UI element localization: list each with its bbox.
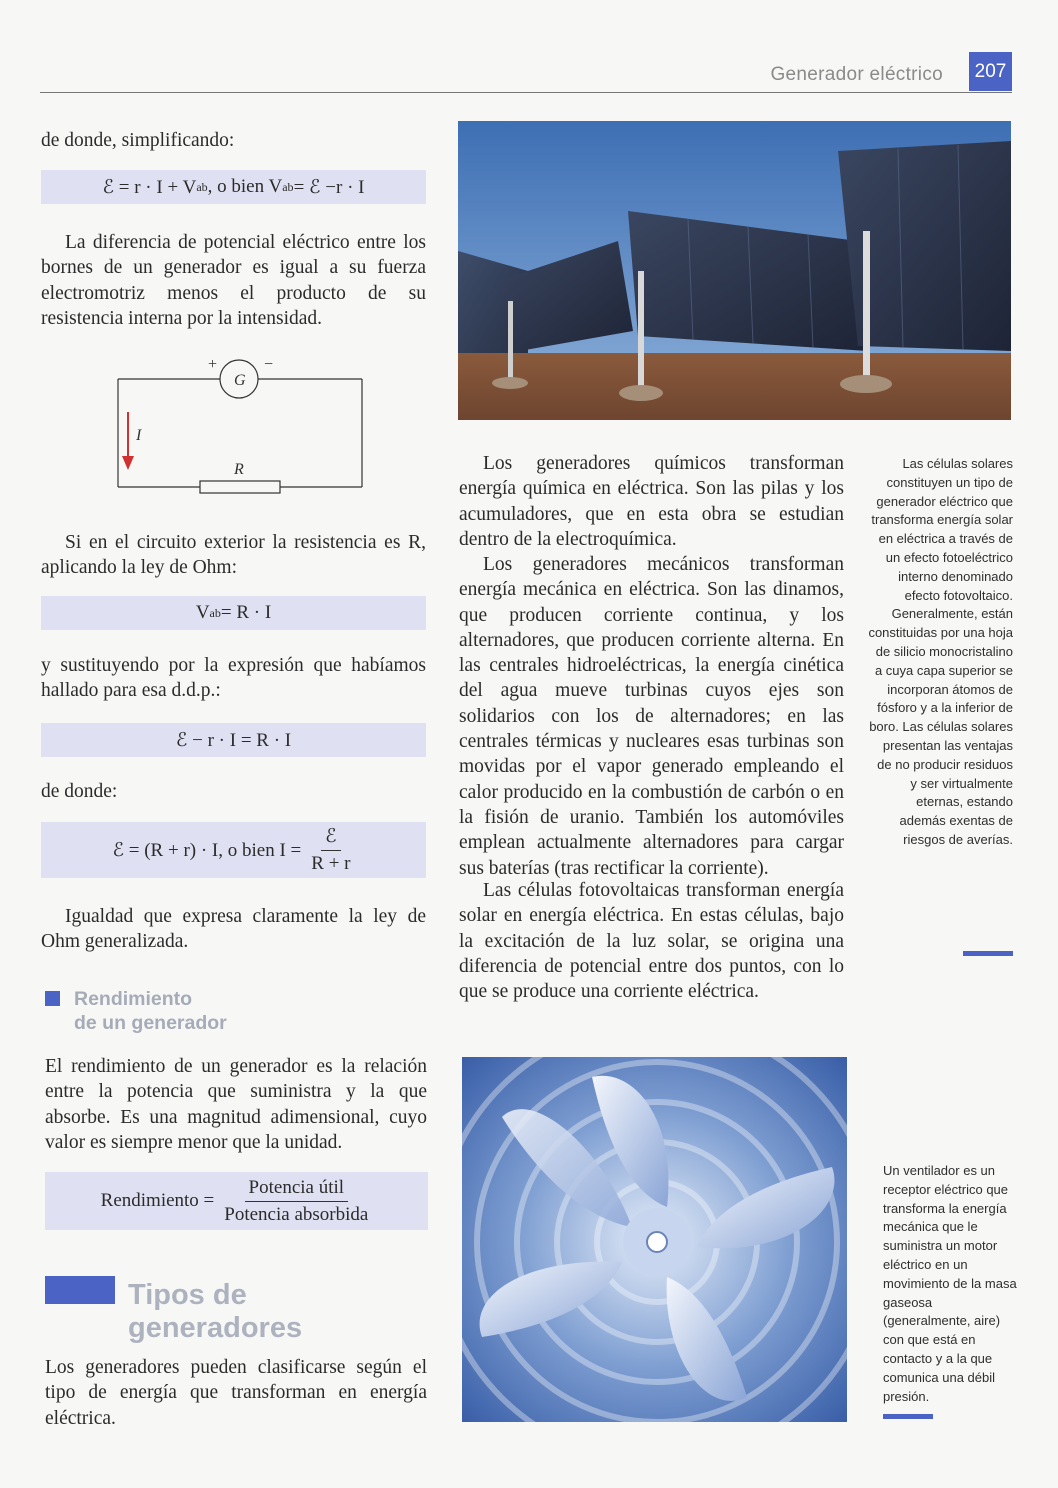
resistor-label: R xyxy=(234,461,244,478)
eq5-numerator: Potencia útil xyxy=(245,1177,349,1202)
section-marker xyxy=(45,991,60,1006)
paragraph-de-donde: de donde: xyxy=(41,781,118,802)
caption-end-bar xyxy=(963,951,1013,956)
equation-box-4 xyxy=(41,822,426,878)
eq2-sub: ab xyxy=(209,605,221,620)
eq1-end: = ℰ −r · I xyxy=(293,176,365,198)
paragraph-fotovoltaicas: Las células fotovoltaicas transforman energía solar en energía eléctrica. En estas células, bajo la excitación de la luz solar, se origina una diferencia de potencial entre dos puntos, con lo que se produce una corriente eléctrica. xyxy=(459,880,844,1003)
caption-solar: Las células solares constituyen un tipo de generador eléctrico que transforma energía solar en eléctrica a través de un efecto fotoeléctrico interno denominado efecto fotovoltaico. Generalmente, están constituidas por una hoja de silicio monocristalino a cuya capa superior se incorporan átomos de fósforo y a la inferior de boro. Las células solares presentan las ventajas de no producir residuos y ser virtualmente eternas, estando además exentas de riesgos de averías. xyxy=(868,456,1013,847)
plus-sign: + xyxy=(208,356,218,373)
caption-fan-end-bar xyxy=(883,1414,933,1419)
paragraph-mecanicos: Los generadores mecánicos transforman energía mecánica en eléctrica. Son las dinamos, que producen corriente continua, y los alternadores, que producen corriente alterna. En las centrales hidroeléctricas, la energía cinética del agua mueve turbinas cuyos ejes son solidarios con los de alternadores; en las centrales térmicas y nucleares esas turbinas son movidas por el vapor generado empleando el calor producido en la combustión de carbón o en la fisión de uranio. También los automóviles emplean actualmente alternadores para cargar sus baterías (tras rectificar la corriente). xyxy=(459,554,844,879)
equation-box-5 xyxy=(45,1172,428,1230)
section-title-tipos-2: generadores xyxy=(128,1312,303,1344)
eq1-sub2: ab xyxy=(282,179,294,194)
section-title-rendimiento-2: de un generador xyxy=(74,1012,227,1034)
section-title-tipos: Tipos de xyxy=(128,1279,247,1311)
eq3: ℰ − r · I = R · I xyxy=(175,729,292,751)
header-rule xyxy=(40,92,1012,93)
eq5-fraction xyxy=(220,1177,372,1226)
section-title-rendimiento: Rendimiento xyxy=(74,988,193,1010)
eq2-b: = R · I xyxy=(220,602,272,623)
paragraph-rendimiento: El rendimiento de un generador es la relación entre la potencia que suministra y la que absorbe. Es una magnitud adimensional, cuyo valor es siempre menor que la unidad. xyxy=(45,1056,427,1153)
paragraph-tipos: Los generadores pueden clasificarse según el tipo de energía que transforman en energía eléctrica. xyxy=(45,1357,427,1429)
section-marker-large xyxy=(45,1276,115,1304)
eq2-a: V xyxy=(195,602,210,623)
page-number: 207 xyxy=(969,52,1012,91)
running-header-title: Generador eléctrico xyxy=(770,64,943,85)
minus-sign: − xyxy=(264,356,274,373)
equation-box-2 xyxy=(41,596,426,630)
eq5-left: Rendimiento = xyxy=(100,1190,215,1211)
eq1-part: ℰ = r · I + V xyxy=(102,176,197,198)
generator-label: G xyxy=(234,372,246,389)
paragraph-potential: La diferencia de potencial eléctrico entre los bornes de un generador es igual a su fuerza electromotriz menos el producto de su resistencia interna por la intensidad. xyxy=(41,232,426,329)
circuit-diagram xyxy=(110,350,375,500)
current-label: I xyxy=(136,427,142,444)
eq1-sub: ab xyxy=(196,179,208,194)
eq5-denominator: Potencia absorbida xyxy=(224,1203,369,1225)
caption-fan: Un ventilador es un receptor eléctrico que transforma la energía mecánica que le suministra un motor eléctrico en un movimiento de la masa gaseosa (generalmente, aire) con que está en contacto y a la que comunica una débil presión. xyxy=(883,1163,1017,1404)
paragraph-substitute: y sustituyendo por la expresión que habíamos hallado para esa d.d.p.: xyxy=(41,655,426,702)
intro-text: de donde, simplificando: xyxy=(41,130,235,151)
equation-box-3 xyxy=(41,723,426,757)
fan-photo xyxy=(462,1057,847,1422)
eq4-left: ℰ = (R + r) · I, o bien I = xyxy=(112,839,302,861)
solar-panels-photo xyxy=(458,121,1011,420)
equation-box-1 xyxy=(41,170,426,204)
paragraph-ohm-generalizada: Igualdad que expresa claramente la ley de Ohm generalizada. xyxy=(41,906,426,953)
eq4-denominator: R + r xyxy=(311,852,351,874)
eq4-numerator: ℰ xyxy=(321,826,341,851)
paragraph-quimicos: Los generadores químicos transforman energía química en eléctrica. Son las pilas y los acumuladores, que en esta obra se estudian dentro de la electroquímica. xyxy=(459,453,844,550)
paragraph-ohm: Si en el circuito exterior la resistencia es R, aplicando la ley de Ohm: xyxy=(41,532,426,579)
eq4-fraction xyxy=(307,826,354,875)
eq1-mid: , o bien V xyxy=(207,176,283,197)
